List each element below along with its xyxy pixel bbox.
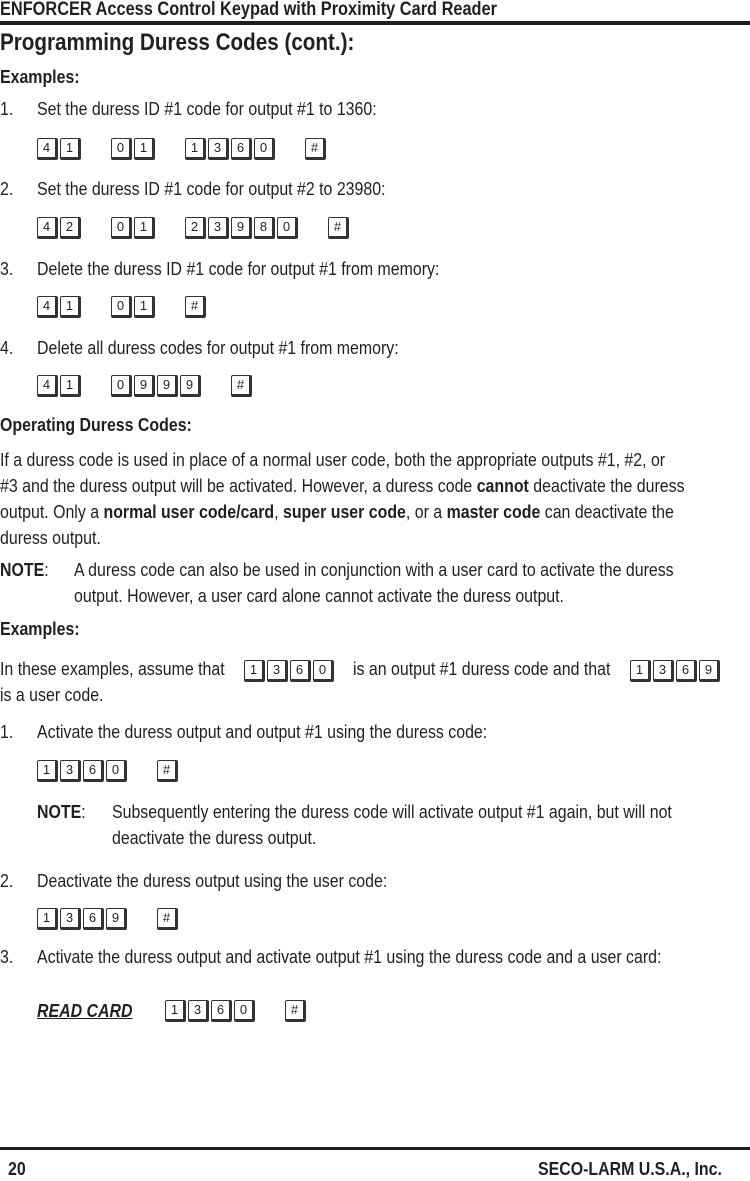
key-9-icon: 9 bbox=[157, 375, 178, 397]
key-0-icon: 0 bbox=[234, 1000, 255, 1022]
prog-item-2: 2. bbox=[0, 178, 14, 199]
prog-item-3: 3. bbox=[0, 258, 14, 279]
key-3-icon: 3 bbox=[267, 660, 288, 682]
op-item-2-keys bbox=[37, 908, 178, 930]
examples2-intro-b: is an output #1 duress code and that bbox=[353, 658, 611, 679]
key-4-icon: 4 bbox=[37, 375, 58, 397]
prog-item-1-keys bbox=[37, 138, 326, 160]
key-group bbox=[157, 908, 178, 930]
key-9-icon: 9 bbox=[134, 375, 155, 397]
key-0-icon: 0 bbox=[254, 138, 275, 160]
prog-item-1: 1. bbox=[0, 98, 14, 119]
intro-user-code-keys bbox=[630, 660, 720, 682]
op-note-line-1: Subsequently entering the duress code will activate output #1 again, but will not bbox=[112, 801, 672, 822]
key-6-icon: 6 bbox=[83, 908, 104, 930]
footer-rule bbox=[0, 1147, 750, 1150]
section-title: Programming Duress Codes (cont.): bbox=[0, 29, 355, 56]
key-0-icon: 0 bbox=[313, 660, 334, 682]
key-9-icon: 9 bbox=[106, 908, 127, 930]
key-group bbox=[37, 296, 81, 318]
key-6-icon: 6 bbox=[211, 1000, 232, 1022]
key-6-icon: 6 bbox=[83, 760, 104, 782]
op-note-label: NOTE: bbox=[37, 801, 86, 822]
note-label: NOTE: bbox=[0, 559, 49, 580]
read-card-label: READ CARD bbox=[37, 1000, 133, 1021]
key-group bbox=[185, 138, 275, 160]
key-1-icon: 1 bbox=[60, 375, 81, 397]
key-8-icon: 8 bbox=[254, 217, 275, 239]
examples2-intro-a: In these examples, assume that bbox=[0, 658, 225, 679]
op-item-2: 2. bbox=[0, 870, 14, 891]
key-1-icon: 1 bbox=[134, 296, 155, 318]
op-item-1-keys bbox=[37, 760, 178, 782]
key-group bbox=[111, 296, 155, 318]
key-4-icon: 4 bbox=[37, 217, 58, 239]
examples2-heading: Examples: bbox=[0, 618, 80, 639]
key-3-icon: 3 bbox=[60, 908, 81, 930]
key-hash-icon: # bbox=[328, 217, 349, 239]
key-group bbox=[185, 296, 206, 318]
key-hash-icon: # bbox=[185, 296, 206, 318]
key-6-icon: 6 bbox=[676, 660, 697, 682]
intro-duress-code-keys bbox=[244, 660, 334, 682]
op-item-1: 1. bbox=[0, 721, 14, 742]
key-group bbox=[37, 217, 81, 239]
key-1-icon: 1 bbox=[185, 138, 206, 160]
op-item-3: 3. bbox=[0, 946, 14, 967]
key-hash-icon: # bbox=[157, 908, 178, 930]
key-group bbox=[165, 1000, 255, 1022]
key-0-icon: 0 bbox=[111, 138, 132, 160]
key-group bbox=[37, 375, 81, 397]
key-0-icon: 0 bbox=[106, 760, 127, 782]
key-6-icon: 6 bbox=[231, 138, 252, 160]
key-group bbox=[37, 760, 127, 782]
key-3-icon: 3 bbox=[208, 138, 229, 160]
examples2-intro-c: is a user code. bbox=[0, 684, 104, 705]
key-0-icon: 0 bbox=[111, 296, 132, 318]
operating-paragraph-line-1: If a duress code is used in place of a normal user code, both the appropriate outputs #1, #2, or bbox=[0, 449, 666, 470]
prog-item-3-text: Delete the duress ID #1 code for output #1 from memory: bbox=[37, 258, 440, 279]
key-group bbox=[111, 217, 155, 239]
operating-heading: Operating Duress Codes: bbox=[0, 414, 192, 435]
key-1-icon: 1 bbox=[134, 138, 155, 160]
op-item-3-keys bbox=[165, 1000, 306, 1022]
op-item-1-text: Activate the duress output and output #1 using the duress code: bbox=[37, 721, 488, 742]
key-9-icon: 9 bbox=[231, 217, 252, 239]
key-1-icon: 1 bbox=[244, 660, 265, 682]
key-1-icon: 1 bbox=[37, 760, 58, 782]
operating-paragraph-line-4: duress output. bbox=[0, 527, 101, 548]
key-4-icon: 4 bbox=[37, 296, 58, 318]
prog-item-4-keys bbox=[37, 375, 252, 397]
note-line-1: A duress code can also be used in conjunction with a user card to activate the duress bbox=[74, 559, 674, 580]
key-hash-icon: # bbox=[231, 375, 252, 397]
key-1-icon: 1 bbox=[165, 1000, 186, 1022]
key-9-icon: 9 bbox=[699, 660, 720, 682]
key-3-icon: 3 bbox=[653, 660, 674, 682]
key-4-icon: 4 bbox=[37, 138, 58, 160]
key-group bbox=[285, 1000, 306, 1022]
key-3-icon: 3 bbox=[188, 1000, 209, 1022]
header-title: ENFORCER Access Control Keypad with Proximity Card Reader bbox=[0, 0, 497, 20]
key-group bbox=[305, 138, 326, 160]
key-3-icon: 3 bbox=[208, 217, 229, 239]
key-0-icon: 0 bbox=[277, 217, 298, 239]
key-1-icon: 1 bbox=[60, 138, 81, 160]
key-1-icon: 1 bbox=[630, 660, 651, 682]
key-group bbox=[328, 217, 349, 239]
key-hash-icon: # bbox=[285, 1000, 306, 1022]
key-3-icon: 3 bbox=[60, 760, 81, 782]
footer-company: SECO-LARM U.S.A., Inc. bbox=[538, 1158, 722, 1179]
key-group bbox=[185, 217, 298, 239]
key-1-icon: 1 bbox=[37, 908, 58, 930]
header-rule bbox=[0, 21, 750, 25]
op-item-3-text: Activate the duress output and activate output #1 using the duress code and a user card: bbox=[37, 946, 662, 967]
key-group bbox=[111, 375, 201, 397]
key-2-icon: 2 bbox=[60, 217, 81, 239]
page-number: 20 bbox=[8, 1158, 26, 1179]
key-group bbox=[157, 760, 178, 782]
prog-item-1-text: Set the duress ID #1 code for output #1 to 1360: bbox=[37, 98, 377, 119]
examples-heading: Examples: bbox=[0, 66, 80, 87]
key-6-icon: 6 bbox=[290, 660, 311, 682]
key-1-icon: 1 bbox=[134, 217, 155, 239]
key-hash-icon: # bbox=[305, 138, 326, 160]
key-group bbox=[231, 375, 252, 397]
key-group bbox=[37, 908, 127, 930]
prog-item-3-keys bbox=[37, 296, 206, 318]
key-group bbox=[111, 138, 155, 160]
key-0-icon: 0 bbox=[111, 217, 132, 239]
prog-item-2-keys bbox=[37, 217, 349, 239]
op-note-line-2: deactivate the duress output. bbox=[112, 827, 317, 848]
note-line-2: output. However, a user card alone cannot activate the duress output. bbox=[74, 585, 564, 606]
op-item-2-text: Deactivate the duress output using the user code: bbox=[37, 870, 388, 891]
key-0-icon: 0 bbox=[111, 375, 132, 397]
prog-item-2-text: Set the duress ID #1 code for output #2 to 23980: bbox=[37, 178, 386, 199]
operating-paragraph-line-3: output. Only a normal user code/card, super user code, or a master code can deactivate the bbox=[0, 501, 674, 522]
key-group bbox=[37, 138, 81, 160]
key-9-icon: 9 bbox=[180, 375, 201, 397]
prog-item-4: 4. bbox=[0, 337, 14, 358]
key-1-icon: 1 bbox=[60, 296, 81, 318]
key-2-icon: 2 bbox=[185, 217, 206, 239]
operating-paragraph-line-2: #3 and the duress output will be activated. However, a duress code cannot deactivate the duress bbox=[0, 475, 685, 496]
prog-item-4-text: Delete all duress codes for output #1 from memory: bbox=[37, 337, 399, 358]
key-hash-icon: # bbox=[157, 760, 178, 782]
